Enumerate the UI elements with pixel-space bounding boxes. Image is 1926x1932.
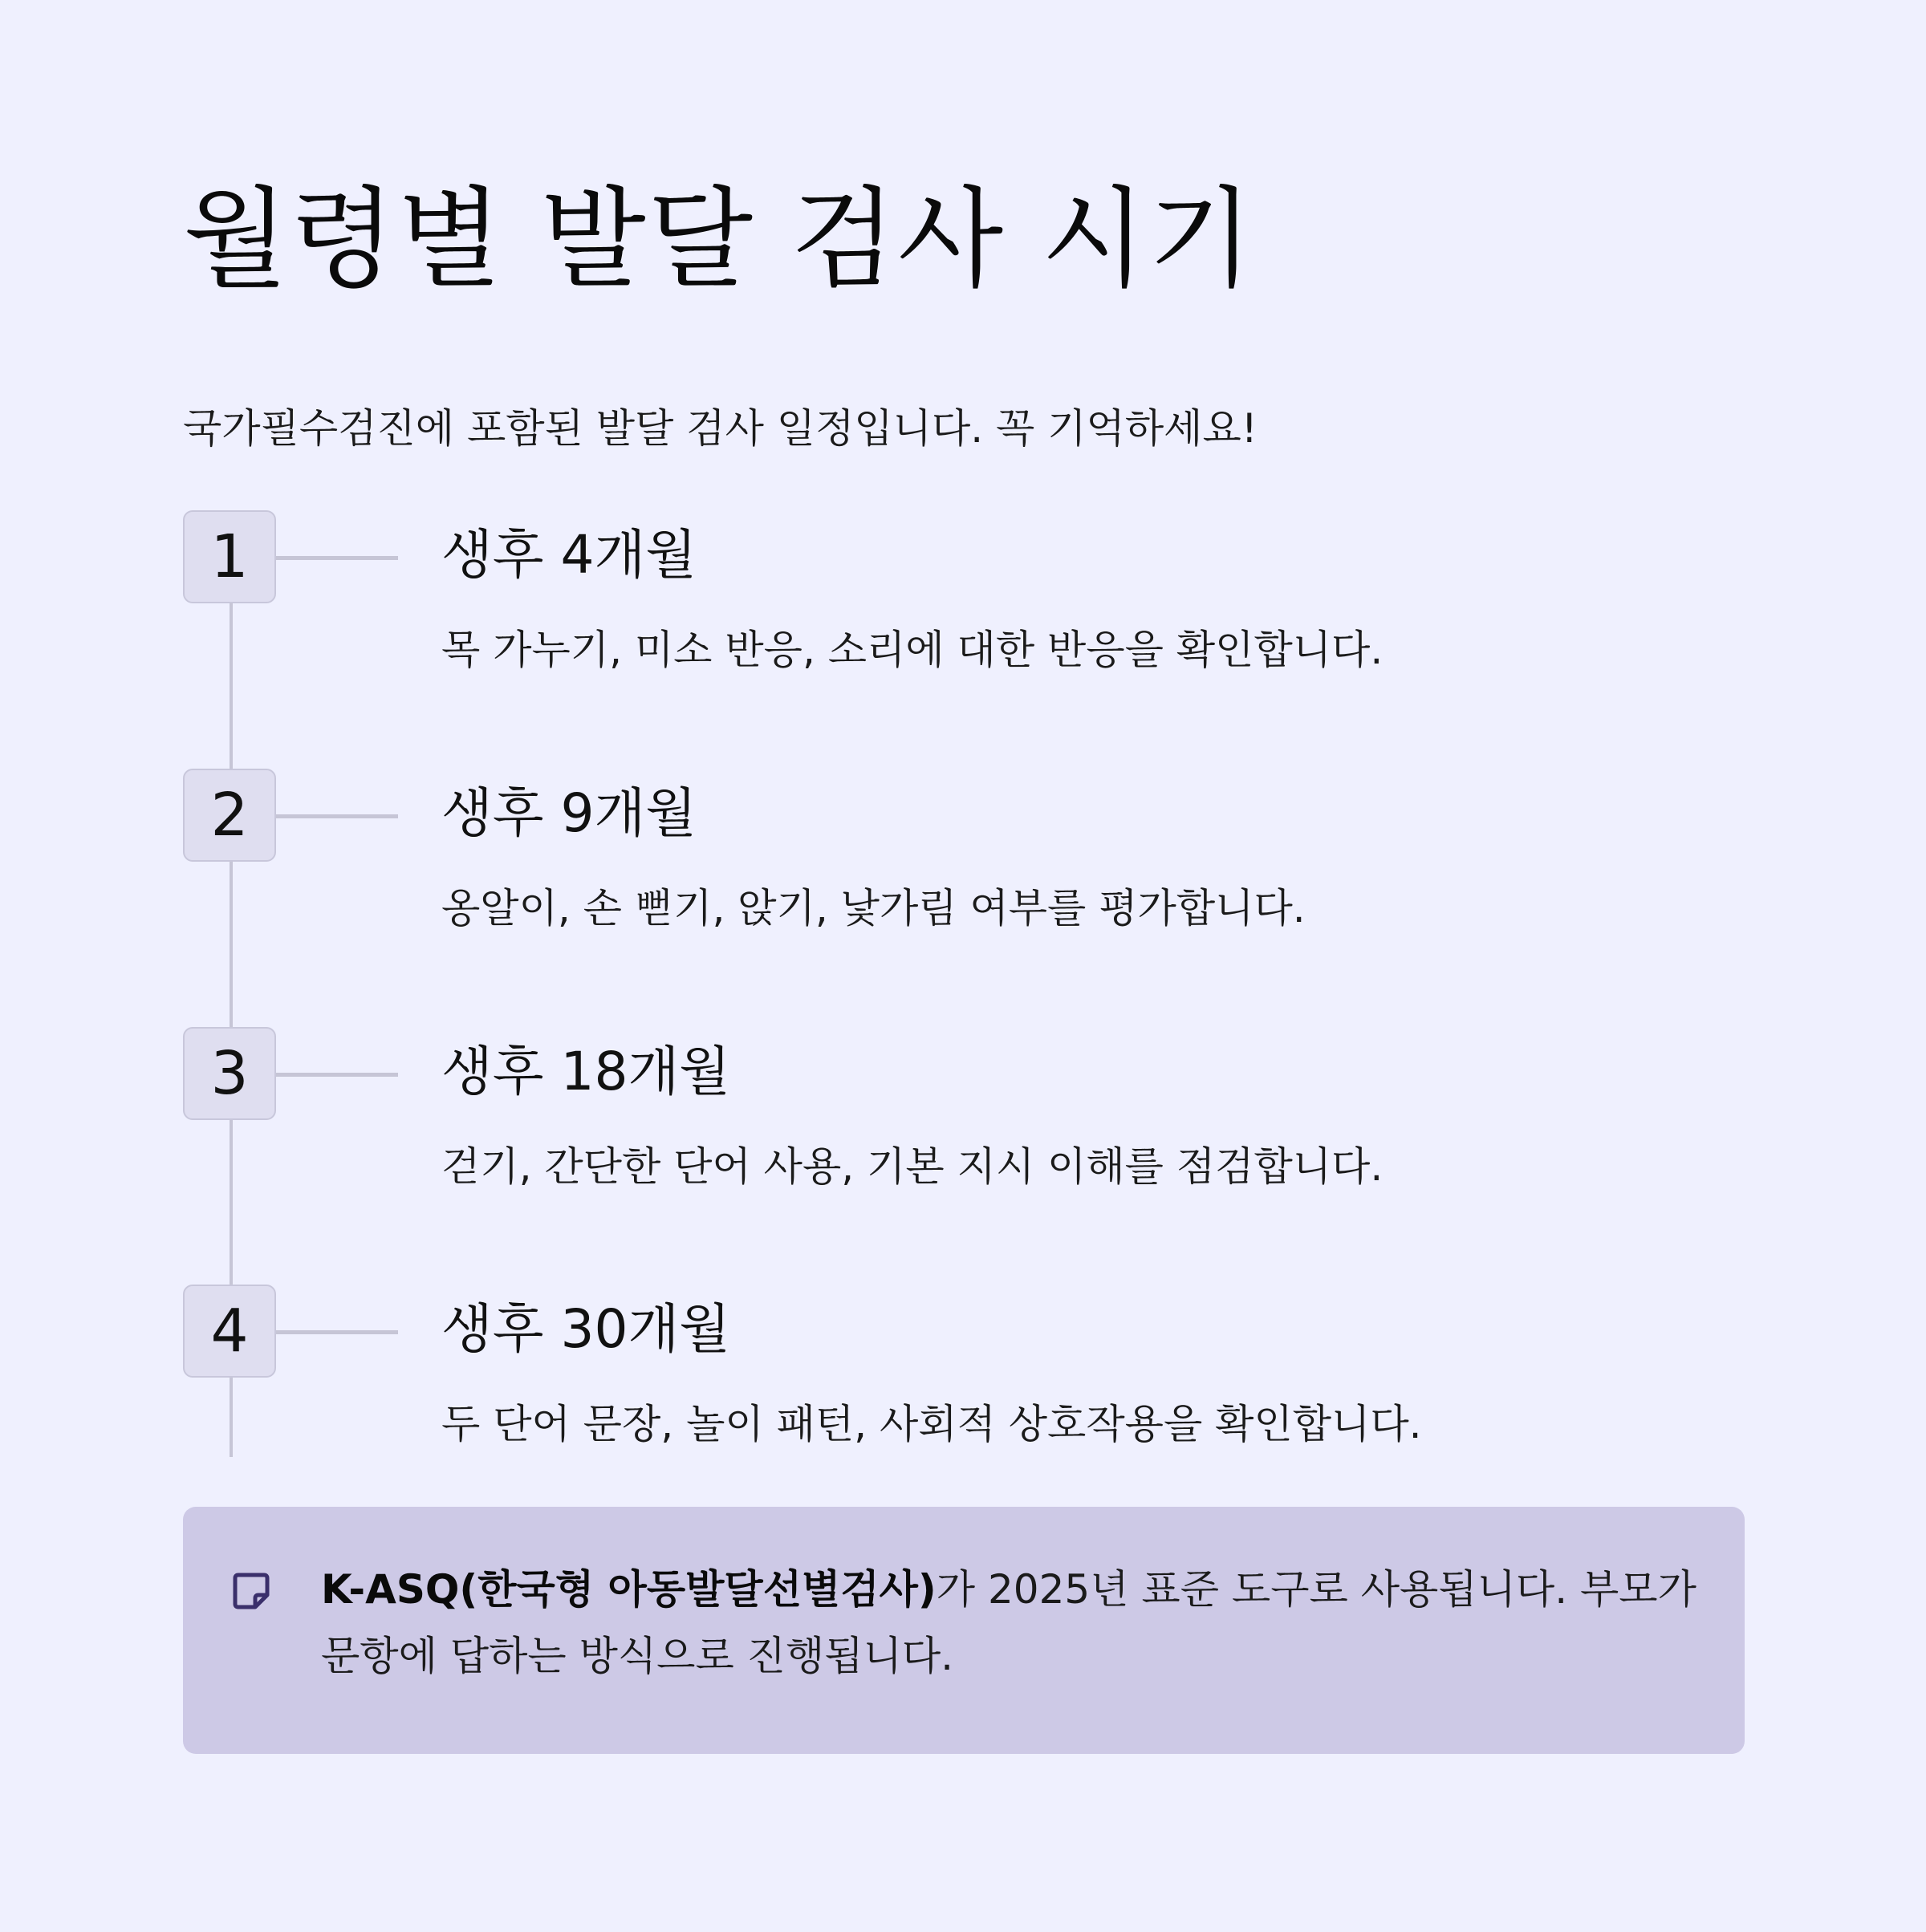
note-bold-text: K-ASQ(한국형 아동발달선별검사) [321, 1566, 937, 1613]
timeline-step [183, 769, 1708, 932]
step-title: 생후 4개월 [441, 524, 697, 586]
step-title: 생후 30개월 [441, 1298, 730, 1360]
step-number-badge: 2 [183, 769, 276, 862]
timeline-step [183, 1285, 1708, 1447]
timeline-step [183, 1027, 1708, 1190]
timeline-step [183, 510, 1708, 673]
note-body-text: 가 2025년 표준 도구로 사용됩니다. 부모가 문항에 답하는 방식으로 진행됩니다. [321, 1566, 1696, 1679]
step-connector [276, 814, 398, 818]
step-description: 두 단어 문장, 놀이 패턴, 사회적 상호작용을 확인합니다. [441, 1401, 1422, 1447]
step-title: 생후 9개월 [441, 782, 697, 844]
info-note-box [183, 1507, 1745, 1754]
step-number-badge: 3 [183, 1027, 276, 1120]
step-connector [276, 556, 398, 560]
step-description: 옹알이, 손 뻗기, 앉기, 낯가림 여부를 평가합니다. [441, 885, 1306, 932]
step-connector [276, 1073, 398, 1077]
step-title: 생후 18개월 [441, 1041, 730, 1102]
step-description: 목 가누기, 미소 반응, 소리에 대한 반응을 확인합니다. [441, 627, 1384, 673]
step-description: 걷기, 간단한 단어 사용, 기본 지시 이해를 점검합니다. [441, 1143, 1384, 1190]
note-text [321, 1557, 1701, 1689]
page-title: 월령별 발달 검사 시기 [183, 177, 1256, 303]
note-icon [231, 1571, 271, 1611]
step-number-badge: 1 [183, 510, 276, 603]
step-connector [276, 1330, 398, 1334]
step-number-badge: 4 [183, 1285, 276, 1378]
page-subtitle: 국가필수검진에 포함된 발달 검사 일정입니다. 꼭 기억하세요! [183, 405, 1258, 452]
